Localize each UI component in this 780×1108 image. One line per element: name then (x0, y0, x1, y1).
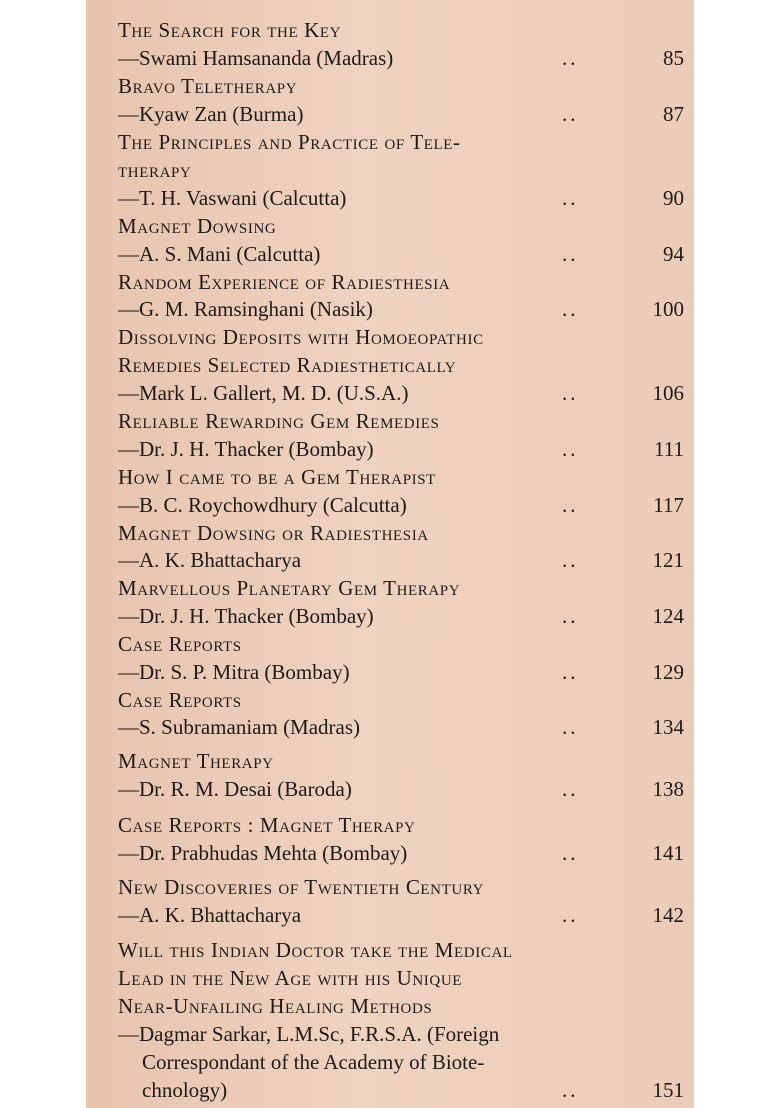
entry-title: therapy (118, 158, 192, 182)
entry-title: Magnet Therapy (118, 749, 274, 773)
entry-title: Random Experience of Radiesthesia (118, 270, 451, 294)
entry-title: Dissolving Deposits with Homoeopathic (118, 325, 484, 349)
leader-dots: .. (562, 186, 579, 210)
entry-author: —Dr. J. H. Thacker (Bombay) (118, 437, 374, 461)
entry-title: Will this Indian Doctor take the Medical (118, 938, 513, 962)
leader-dots: .. (562, 1078, 579, 1102)
entry-author: —Dr. S. P. Mitra (Bombay) (118, 660, 350, 684)
leader-dots: .. (562, 493, 579, 517)
entry-author: —Dr. R. M. Desai (Baroda) (118, 777, 352, 801)
leader-dots: .. (562, 777, 579, 801)
leader-dots: .. (562, 297, 579, 321)
leader-dots: .. (562, 548, 579, 572)
entry-author: —G. M. Ramsinghani (Nasik) (118, 297, 373, 321)
entry-title: The Principles and Practice of Tele- (118, 130, 461, 154)
entry-title: Near-Unfailing Healing Methods (118, 994, 433, 1018)
entry-title: The Search for the Key (118, 18, 342, 42)
book-page (86, 0, 694, 1108)
leader-dots: .. (562, 660, 579, 684)
page-number: 85 (663, 46, 684, 70)
page-number: 111 (654, 437, 684, 461)
page-number: 87 (663, 102, 684, 126)
entry-author: —Mark L. Gallert, M. D. (U.S.A.) (118, 381, 409, 405)
entry-title: Lead in the New Age with his Unique (118, 966, 463, 990)
entry-author: —A. K. Bhattacharya (118, 903, 302, 927)
page-number: 106 (652, 381, 684, 405)
leader-dots: .. (562, 841, 579, 865)
page-number: 134 (652, 715, 684, 739)
page-number: 151 (652, 1078, 684, 1102)
page-number: 124 (652, 604, 684, 628)
leader-dots: .. (562, 381, 579, 405)
entry-title: Remedies Selected Radiesthetically (118, 353, 457, 377)
page-number: 129 (652, 660, 684, 684)
page-number: 138 (652, 777, 684, 801)
page-number: 121 (652, 548, 684, 572)
entry-author: Correspondant of the Academy of Biote- (142, 1050, 485, 1074)
entry-author: —Kyaw Zan (Burma) (118, 102, 304, 126)
entry-title: Case Reports (118, 688, 242, 712)
entry-author: —Dr. Prabhudas Mehta (Bombay) (118, 841, 408, 865)
entry-title: Case Reports : Magnet Therapy (118, 813, 416, 837)
page-number: 90 (663, 186, 684, 210)
entry-title: Magnet Dowsing (118, 214, 277, 238)
entry-author: —A. K. Bhattacharya (118, 548, 302, 572)
entry-author: —B. C. Roychowdhury (Calcutta) (118, 493, 407, 517)
page-number: 117 (653, 493, 684, 517)
leader-dots: .. (562, 46, 579, 70)
leader-dots: .. (562, 604, 579, 628)
entry-author: chnology) (142, 1078, 228, 1102)
leader-dots: .. (562, 903, 579, 927)
page-number: 100 (652, 297, 684, 321)
entry-title: Marvellous Planetary Gem Therapy (118, 576, 461, 600)
leader-dots: .. (562, 242, 579, 266)
entry-author: —Dagmar Sarkar, L.M.Sc, F.R.S.A. (Foreign (118, 1022, 500, 1046)
leader-dots: .. (562, 715, 579, 739)
entry-title: Magnet Dowsing or Radiesthesia (118, 521, 429, 545)
entry-title: Bravo Teletherapy (118, 74, 298, 98)
page-number: 142 (652, 903, 684, 927)
page-number: 94 (663, 242, 684, 266)
leader-dots: .. (562, 437, 579, 461)
entry-title: Case Reports (118, 632, 242, 656)
entry-author: —Dr. J. H. Thacker (Bombay) (118, 604, 374, 628)
page-number: 141 (652, 841, 684, 865)
entry-author: —S. Subramaniam (Madras) (118, 715, 361, 739)
entry-title: New Discoveries of Twentieth Century (118, 875, 485, 899)
entry-author: —Swami Hamsananda (Madras) (118, 46, 394, 70)
entry-title: Reliable Rewarding Gem Remedies (118, 409, 440, 433)
leader-dots: .. (562, 102, 579, 126)
entry-author: —T. H. Vaswani (Calcutta) (118, 186, 347, 210)
entry-title: How I came to be a Gem Therapist (118, 465, 436, 489)
entry-author: —A. S. Mani (Calcutta) (118, 242, 321, 266)
